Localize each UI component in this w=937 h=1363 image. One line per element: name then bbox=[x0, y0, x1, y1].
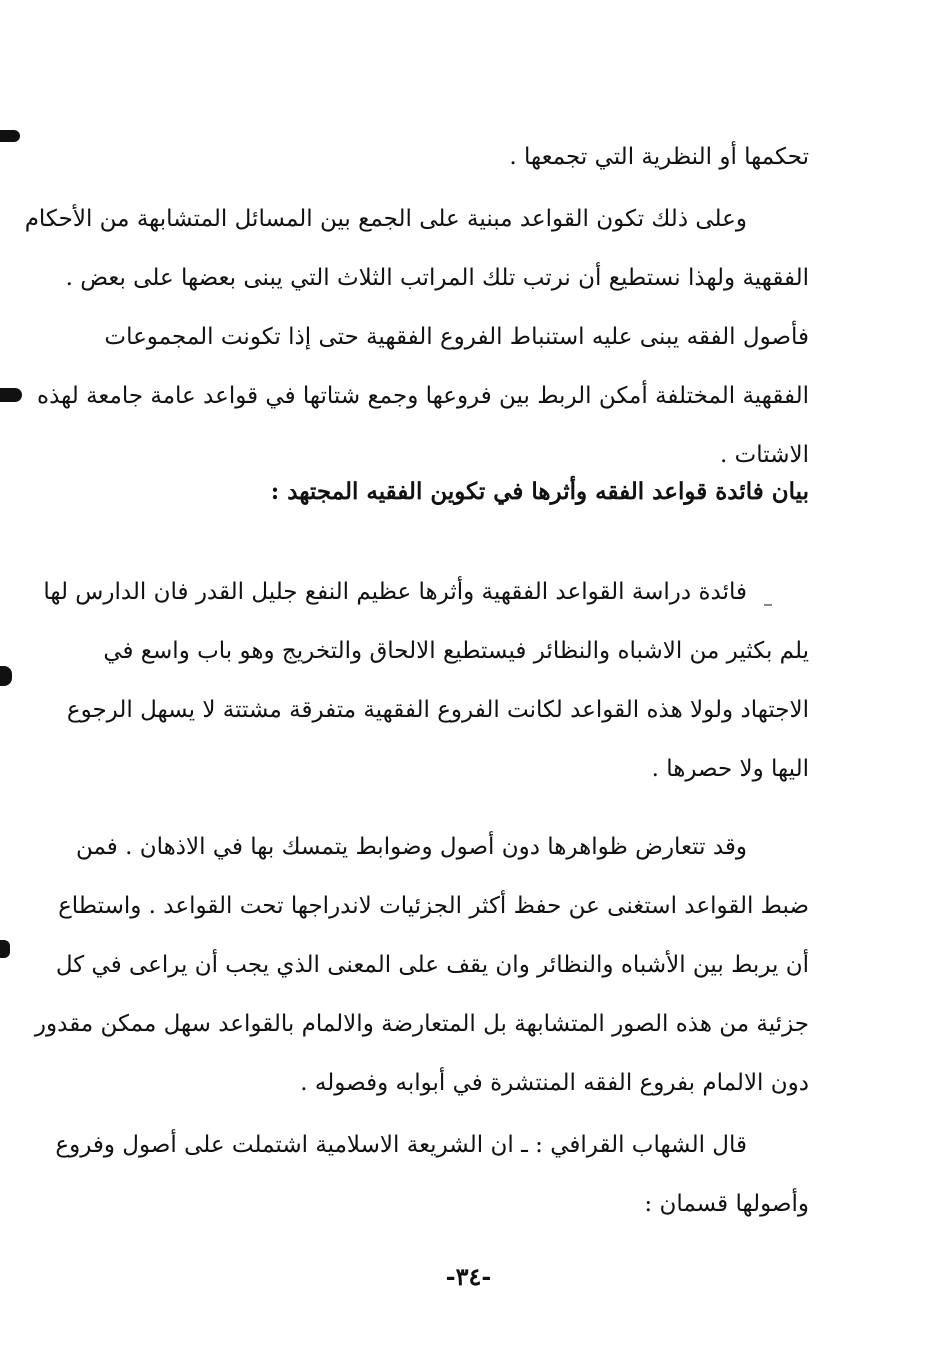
section-heading-text: بيان فائدة قواعد الفقه وأثرها في تكوين الفقيه المجتهد : bbox=[270, 478, 809, 505]
text-line: وقد تتعارض ظواهرها دون أصول وضوابط يتمسك بها في الاذهان . فمن bbox=[76, 834, 747, 860]
section-heading bbox=[109, 462, 809, 521]
text-line: يلم بكثير من الاشباه والنظائر فيستطيع الالحاق والتخريج وهو باب واسع في bbox=[103, 638, 809, 664]
text-line: أن يربط بين الأشباه والنظائر وان يقف على المعنى الذي يجب أن يراعى في كل bbox=[55, 952, 809, 978]
text-line: اليها ولا حصرها . bbox=[651, 756, 809, 782]
paragraph-continuation bbox=[109, 128, 809, 187]
scan-edge-mark bbox=[0, 130, 20, 142]
text-line: الاجتهاد ولولا هذه القواعد لكانت الفروع الفقهية متفرقة مشتتة لا يسهل الرجوع bbox=[66, 697, 809, 723]
paragraph-rules-foundation bbox=[24, 190, 809, 485]
text-line: الفقهية المختلفة أمكن الربط بين فروعها وجمع شتاتها في قواعد عامة جامعة لهذه bbox=[37, 383, 809, 409]
scan-edge-mark bbox=[0, 940, 10, 958]
paragraph-conflict bbox=[34, 818, 809, 1113]
paragraph-benefit bbox=[43, 563, 809, 799]
text-line: فأصول الفقه يبنى عليه استنباط الفروع الفقهية حتى إذا تكونت المجموعات bbox=[104, 324, 809, 350]
text-line: جزئية من هذه الصور المتشابهة بل المتعارضة والالمام بالقواعد سهل ممكن مقدور bbox=[34, 1011, 809, 1037]
scan-edge-mark bbox=[0, 388, 22, 402]
text-line: فائدة دراسة القواعد الفقهية وأثرها عظيم النفع جليل القدر فان الدارس لها bbox=[43, 579, 747, 605]
page-number: -٣٤- bbox=[445, 1262, 492, 1291]
text-line: وأصولها قسمان : bbox=[644, 1191, 809, 1217]
text-line: ضبط القواعد استغنى عن حفظ أكثر الجزئيات لاندراجها تحت القواعد . واستطاع bbox=[58, 893, 809, 919]
text-line: قال الشهاب القرافي : ـ ان الشريعة الاسلامية اشتملت على أصول وفروع bbox=[55, 1132, 747, 1158]
text-line: الفقهية ولهذا نستطيع أن نرتب تلك المراتب الثلاث التي يبنى بعضها على بعض . bbox=[65, 265, 809, 291]
paragraph-qarafi-quote bbox=[55, 1116, 809, 1234]
text-line: دون الالمام بفروع الفقه المنتشرة في أبوابه وفصوله . bbox=[300, 1070, 809, 1096]
text-line: وعلى ذلك تكون القواعد مبنية على الجمع بين المسائل المتشابهة من الأحكام bbox=[24, 206, 747, 232]
text-line: الاشتات . bbox=[719, 442, 809, 468]
scan-edge-mark bbox=[0, 666, 12, 686]
text-line: تحكمها أو النظرية التي تجمعها . bbox=[509, 144, 809, 170]
